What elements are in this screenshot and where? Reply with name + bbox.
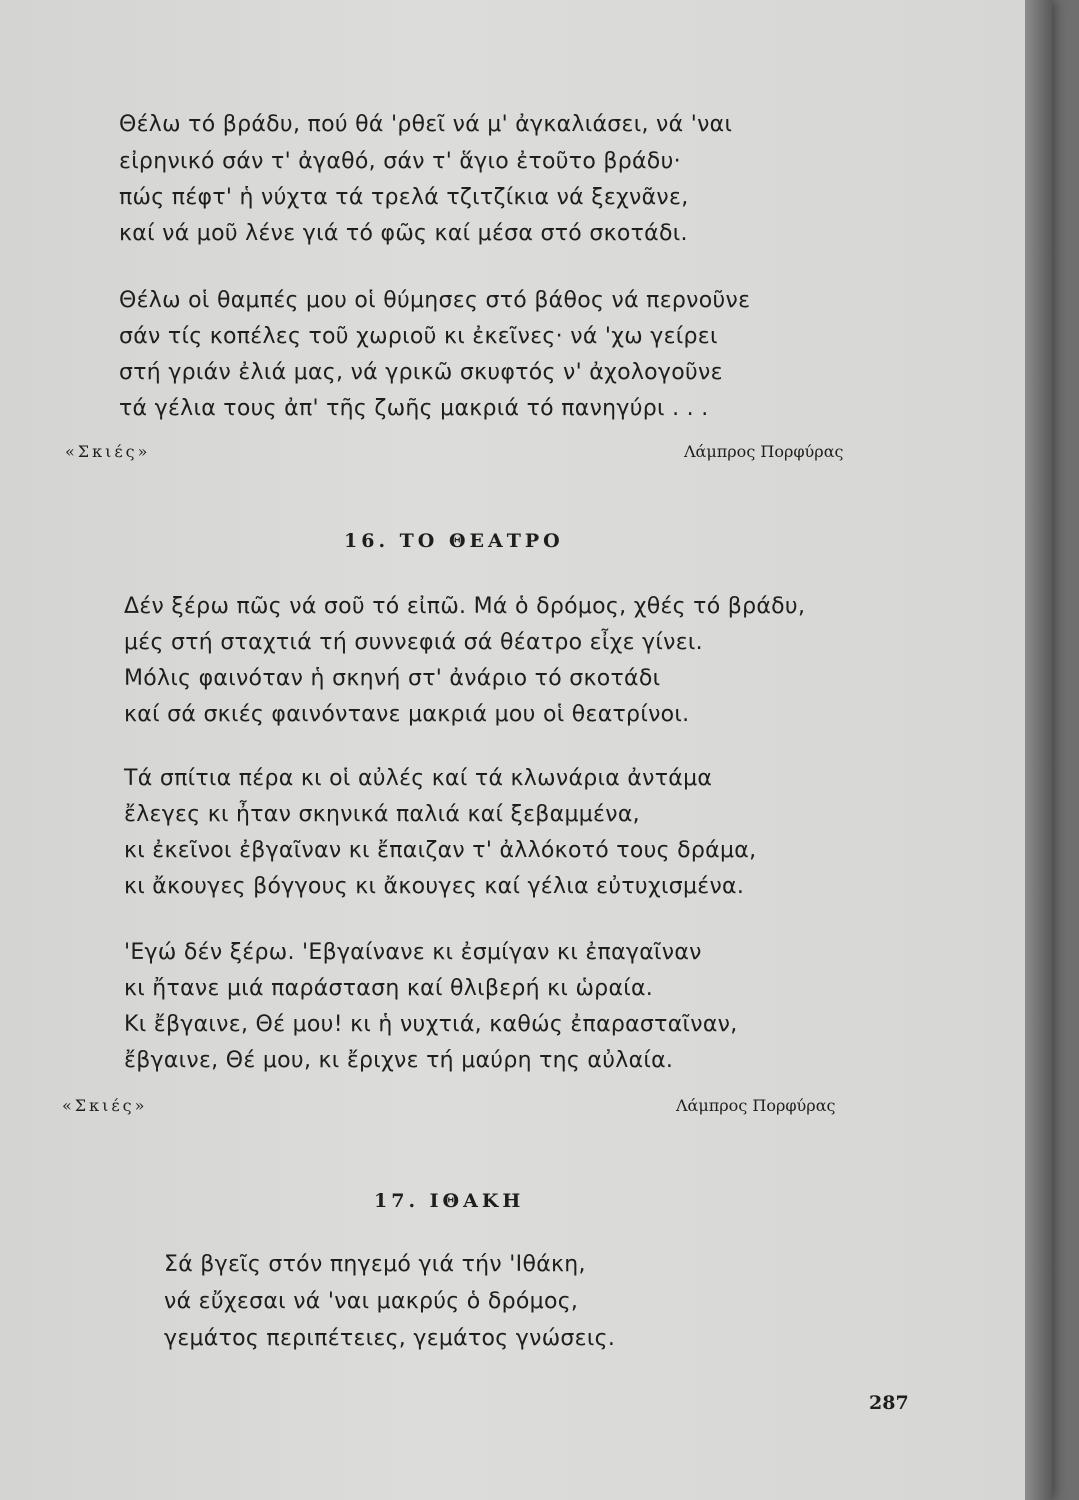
- poem16-author: Λάμπρος Πορφύρας: [676, 1096, 836, 1115]
- poem15-line: στή γριάν ἐλιά μας, νά γρικῶ σκυφτός ν' ἀχολογοῦνε: [119, 360, 723, 385]
- poem16-line: κι ἐκεῖνοι ἐβγαῖναν κι ἔπαιζαν τ' ἀλλόκοτό τους δράμα,: [124, 838, 757, 863]
- page-number: 287: [869, 1392, 909, 1414]
- poem16-line: 'Εγώ δέν ξέρω. 'Εβγαίνανε κι ἐσμίγαν κι ἐπαγαῖναν: [124, 940, 702, 965]
- poem16-line: Δέν ξέρω πῶς νά σοῦ τό εἰπῶ. Μά ὁ δρόμος, χθές τό βράδυ,: [124, 594, 806, 619]
- poem16-line: καί σά σκιές φαινόντανε μακριά μου οἱ θεατρίνοι.: [124, 702, 690, 727]
- poem15-source: «Σκιές»: [65, 442, 151, 461]
- poem16-line: ἔλεγες κι ἦταν σκηνικά παλιά καί ξεβαμμένα,: [124, 802, 640, 827]
- poem15-line: πώς πέφτ' ἡ νύχτα τά τρελά τζιτζίκια νά ξεχνᾶνε,: [119, 185, 689, 210]
- poem16-line: Τά σπίτια πέρα κι οἱ αὐλές καί τά κλωνάρια ἀντάμα: [124, 766, 713, 791]
- poem15-author: Λάμπρος Πορφύρας: [684, 442, 844, 461]
- poem16-line: ἔβγαινε, Θέ μου, κι ἔριχνε τή μαύρη της αὐλαία.: [124, 1048, 674, 1073]
- poem15-line: Θέλω οἱ θαμπές μου οἱ θύμησες στό βάθος νά περνοῦνε: [119, 288, 751, 313]
- poem16-line: κι ἤτανε μιά παράσταση καί θλιβερή κι ὡραία.: [124, 976, 654, 1001]
- poem16-line: Μόλις φαινόταν ἡ σκηνή στ' ἀνάριο τό σκοτάδι: [124, 666, 661, 691]
- poem17-title: 17. ΙΘΑΚΗ: [374, 1190, 525, 1212]
- poem17-line: νά εὔχεσαι νά 'ναι μακρύς ὁ δρόμος,: [164, 1289, 579, 1314]
- poem15-line: εἰρηνικό σάν τ' ἀγαθό, σάν τ' ἅγιο ἐτοῦτο βράδυ·: [119, 149, 681, 174]
- poem16-title: 16. ΤΟ ΘΕΑΤΡΟ: [344, 530, 564, 552]
- poem17-line: γεμάτος περιπέτειες, γεμάτος γνώσεις.: [164, 1326, 616, 1351]
- poem16-line: Κι ἔβγαινε, Θέ μου! κι ἡ νυχτιά, καθώς ἐπαρασταῖναν,: [124, 1012, 738, 1037]
- poem16-source: «Σκιές»: [62, 1096, 148, 1115]
- poem15-line: τά γέλια τους ἀπ' τῆς ζωῆς μακριά τό πανηγύρι . . .: [119, 396, 709, 421]
- poem16-line: κι ἄκουγες βόγγους κι ἄκουγες καί γέλια εὐτυχισμένα.: [124, 874, 745, 899]
- poem15-line: καί νά μοῦ λένε γιά τό φῶς καί μέσα στό σκοτάδι.: [119, 221, 688, 246]
- poem15-line: σάν τίς κοπέλες τοῦ χωριοῦ κι ἐκεῖνες· νά 'χω γείρει: [119, 324, 718, 349]
- poem16-line: μές στή σταχτιά τή συννεφιά σά θέατρο εἶχε γίνει.: [124, 630, 703, 655]
- page-edge-shadow: [1025, 0, 1052, 1500]
- poem17-line: Σά βγεῖς στόν πηγεμό γιά τήν 'Ιθάκη,: [164, 1252, 586, 1277]
- poem15-line: Θέλω τό βράδυ, πού θά 'ρθεῖ νά μ' ἀγκαλιάσει, νά 'ναι: [119, 112, 733, 137]
